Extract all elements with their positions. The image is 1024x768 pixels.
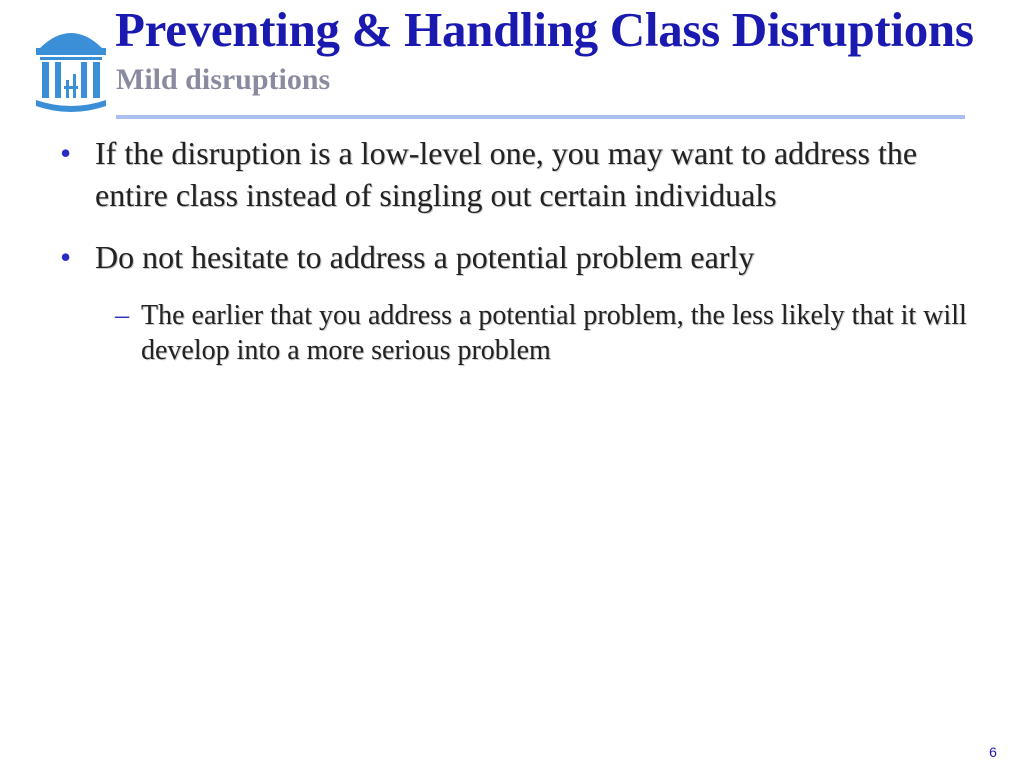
slide-title: Preventing & Handling Class Disruptions [115, 2, 974, 57]
bullet-mark: • [60, 239, 72, 275]
slide-body [58, 132, 978, 368]
sub-bullet-text: The earlier that you address a potential problem, the less likely that it will develop into a more serious problem [141, 300, 967, 366]
bullet-item [58, 132, 978, 216]
bullet-item [58, 236, 978, 278]
sub-bullet-item [58, 298, 978, 368]
bullet-mark: • [60, 135, 72, 171]
bullet-text: Do not hesitate to address a potential problem early [95, 239, 755, 275]
page-number: 6 [989, 744, 997, 760]
sub-bullet-mark: – [115, 300, 129, 331]
old-well-icon [32, 22, 110, 116]
title-divider [116, 115, 965, 119]
slide-subtitle: Mild disruptions [116, 63, 331, 96]
bullet-text: If the disruption is a low-level one, you may want to address the entire class instead of singling out certain individuals [95, 135, 918, 213]
